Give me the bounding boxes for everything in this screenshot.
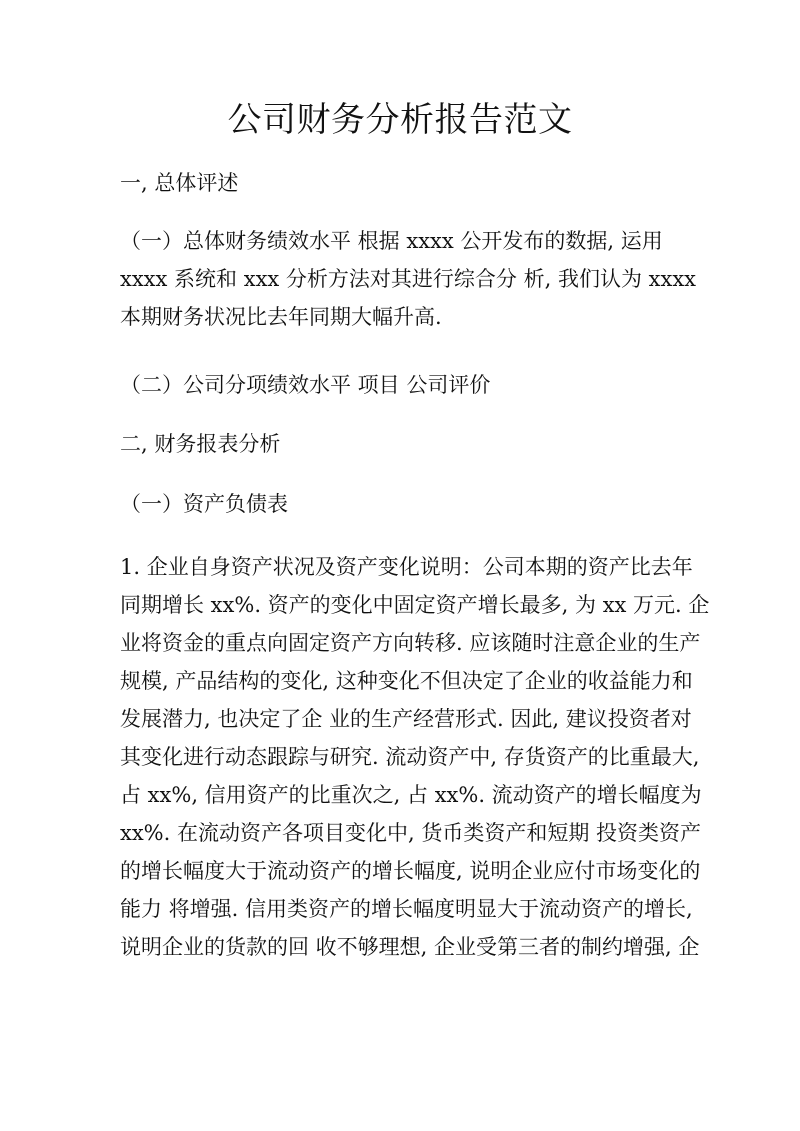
text-line: 本期财务状况比去年同期大幅升高. [120,305,442,329]
text-line: 的增长幅度大于流动资产的增长幅度, 说明企业应付市场变化的 [120,859,701,883]
text-line: 说明企业的货款的回 收不够理想, 企业受第三者的制约增强, 企 [120,935,700,959]
text-line: 占 xx%, 信用资产的比重次之, 占 xx%. 流动资产的增长幅度为 [120,783,702,807]
text-line: xx%. 在流动资产各项目变化中, 货币类资产和短期 投资类资产 [120,821,702,845]
subsection-balance-sheet: （一）资产负债表 [120,492,288,516]
document-title: 公司财务分析报告范文 [227,100,573,140]
section-heading-financial-statements: 二, 财务报表分析 [120,432,281,456]
text-line: xxxx 系统和 xxx 分析方法对其进行综合分 析, 我们认为 xxxx [120,267,697,291]
text-line: 能力 将增强. 信用类资产的增长幅度明显大于流动资产的增长, [120,897,693,921]
text-line: 业将资金的重点向固定资产方向转移. 应该随时注意企业的生产 [120,631,701,655]
paragraph-asset-analysis [120,548,710,966]
text-line: 1. 企业自身资产状况及资产变化说明：公司本期的资产比去年 [120,555,693,579]
text-line: 其变化进行动态跟踪与研究. 流动资产中, 存货资产的比重最大, [120,745,700,769]
subsection-itemized-performance: （二）公司分项绩效水平 项目 公司评价 [120,373,491,397]
section-heading-overview: 一, 总体评述 [120,171,239,195]
subsection-overall-performance [120,222,697,336]
text-line: （一）总体财务绩效水平 根据 xxxx 公开发布的数据, 运用 [120,229,663,253]
text-line: 同期增长 xx%. 资产的变化中固定资产增长最多, 为 xx 万元. 企 [120,593,710,617]
text-line: 发展潜力, 也决定了企 业的生产经营形式. 因此, 建议投资者对 [120,707,692,731]
text-line: 规模, 产品结构的变化, 这种变化不但决定了企业的收益能力和 [120,669,693,693]
